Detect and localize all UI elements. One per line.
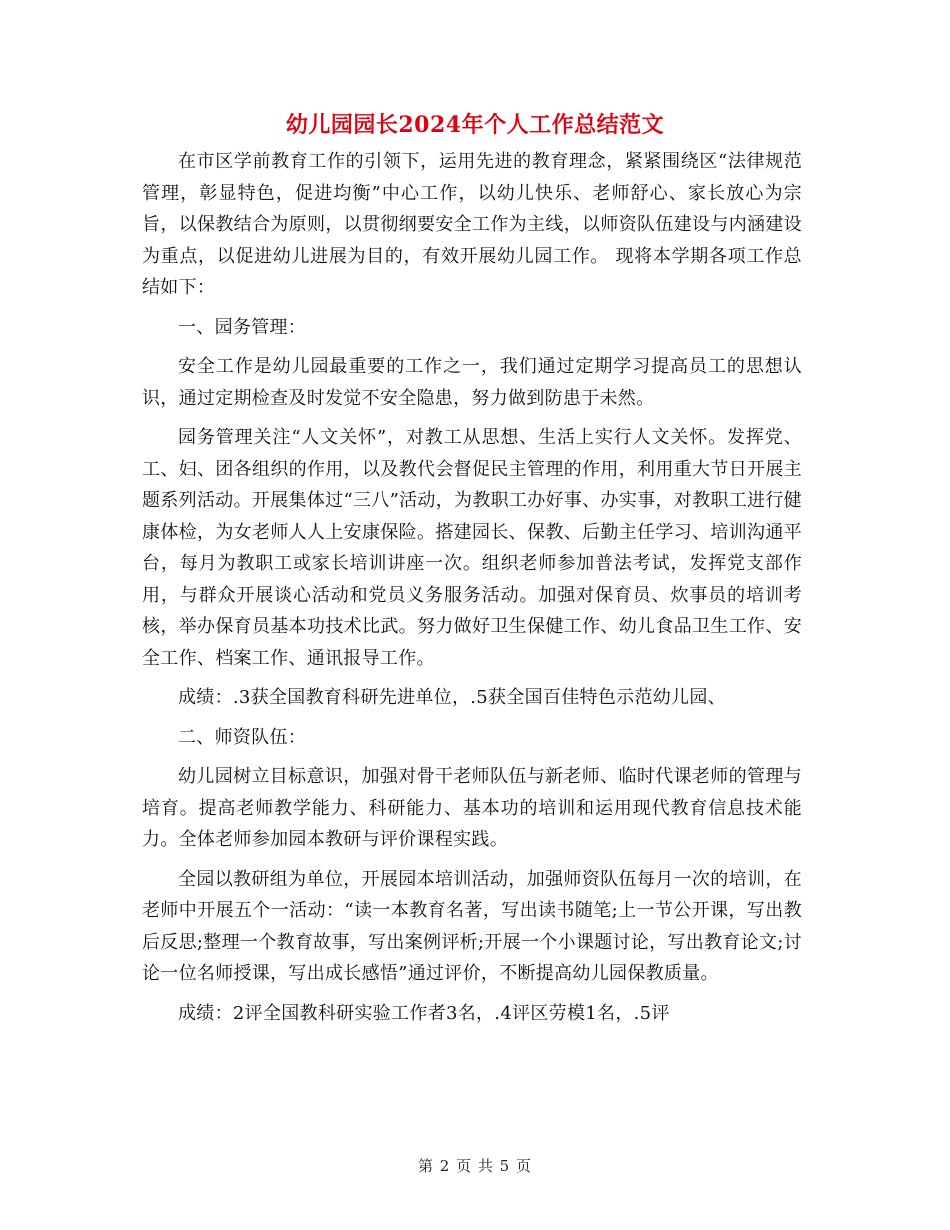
document-body bbox=[142, 146, 802, 1037]
page-number-footer: 第 2 页 共 5 页 bbox=[418, 1157, 532, 1175]
paragraph-achievements-1: 成绩：.3获全国教育科研先进单位，.5获全国百佳特色示范幼儿园、 bbox=[178, 687, 726, 708]
section-heading-garden-management: 一、园务管理： bbox=[178, 316, 307, 338]
section-heading-teaching-staff: 二、师资队伍： bbox=[178, 726, 307, 748]
document-title: 幼儿园园长2024年个人工作总结范文 bbox=[285, 112, 665, 138]
paragraph-humanistic-care: 园务管理关注“人文关怀”，对教工从思想、生活上实行人文关怀。发挥党、工、妇、团各组织的作用，以及教代会督促民主管理的作用，利用重大节日开展主题系列活动。开展集体过“三八”活动，为教职工办好事、办实事，对教职工进行健康体检，为女老师人人上安康保险。搭建园长、保教、后勤主任学习、培训沟通平台，每月为教职工或家长培训讲座一次。组织老师参加普法考试，发挥党支部作用，与群众开展谈心活动和党员义务服务活动。加强对保育员、炊事员的培训考核，举办保育员基本功技术比武。努力做好卫生保健工作、幼儿食品卫生工作、安全工作、档案工作、通讯报导工作。 bbox=[142, 427, 802, 669]
paragraph-achievements-2: 成绩：2评全国教科研实验工作者3名，.4评区劳模1名，.5评 bbox=[178, 1002, 670, 1024]
paragraph-safety: 安全工作是幼儿园最重要的工作之一，我们通过定期学习提高员工的思想认识，通过定期检查及时发觉不安全隐患，努力做到防患于未然。 bbox=[142, 356, 802, 409]
paragraph-intro: 在市区学前教育工作的引领下，运用先进的教育理念，紧紧围绕区“法律规范管理，彰显特色，促进均衡”中心工作，以幼儿快乐、老师舒心、家长放心为宗旨，以保教结合为原则，以贯彻纲要安全工作为主线，以师资队伍建设与内涵建设为重点，以促进幼儿进展为目的，有效开展幼儿园工作。 现将本学期各项工作总结如下： bbox=[142, 151, 802, 298]
paragraph-training: 全园以教研组为单位，开展园本培训活动，加强师资队伍每月一次的培训，在老师中开展五个一活动：“读一本教育名著，写出读书随笔;上一节公开课，写出教后反思;整理一个教育故事，写出案例评析;开展一个小课题讨论，写出教育论文;讨论一位名师授课，写出成长感悟”通过评价，不断提高幼儿园保教质量。 bbox=[142, 868, 802, 984]
paragraph-goal-awareness: 幼儿园树立目标意识，加强对骨干老师队伍与新老师、临时代课老师的管理与培育。提高老师教学能力、科研能力、基本功的培训和运用现代教育信息技术能力。全体老师参加园本教研与评价课程实践。 bbox=[142, 766, 802, 850]
